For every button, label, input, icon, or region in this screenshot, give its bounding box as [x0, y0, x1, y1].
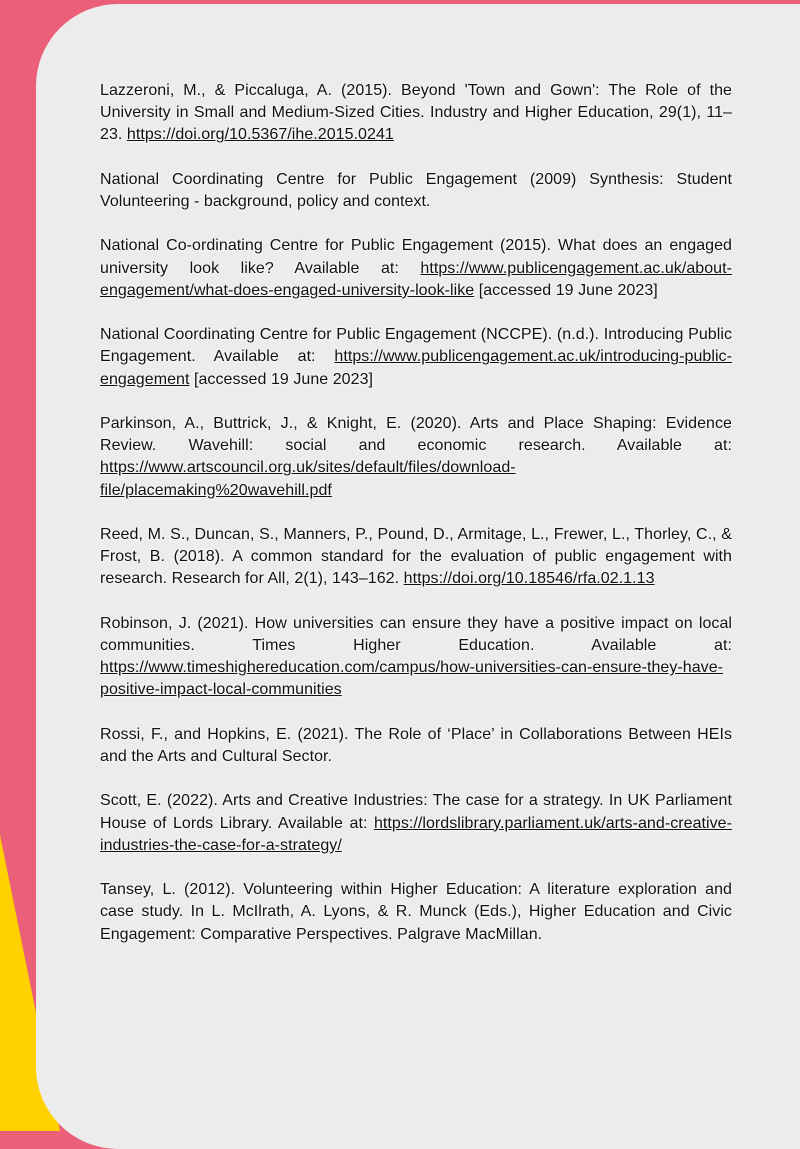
- reference-reed: [100, 524, 732, 591]
- reference-link[interactable]: https://lordslibrary.parliament.uk/arts-and-creative-industries-the-case-for-a-strategy/: [100, 814, 732, 854]
- reference-text: National Co-ordinating Centre for Public Engagement (2015). What does an engaged university look like? Available at:: [100, 237, 732, 277]
- reference-accessed: [accessed 19 June 2023]: [189, 370, 374, 388]
- reference-scott: [100, 790, 732, 857]
- reference-text: Reed, M. S., Duncan, S., Manners, P., Pound, D., Armitage, L., Frewer, L., Thorley, C., & Frost, B. (2018). A common standard for the evaluation of public engagement with research. Research for All, 2(1), 143–162.: [100, 525, 732, 588]
- reference-text: Lazzeroni, M., & Piccaluga, A. (2015). Beyond 'Town and Gown': The Role of the University in Small and Medium-Sized Cities. Industry and Higher Education, 29(1), 11–23.: [100, 82, 732, 144]
- reference-nccpe-2009: [100, 169, 732, 213]
- reference-tansey: [100, 879, 732, 946]
- reference-nccpe-2015: [100, 235, 732, 302]
- reference-text: Robinson, J. (2021). How universities can ensure they have a positive impact on local communities. Times Higher Education. Available at:: [100, 614, 732, 654]
- reference-lazzeroni: [100, 80, 732, 147]
- reference-rossi: [100, 724, 732, 768]
- reference-text: Tansey, L. (2012). Volunteering within Higher Education: A literature exploration and case study. In L. McIlrath, A. Lyons, & R. Munck (Eds.), Higher Education and Civic Engagement: Comparative Perspectives. Palgrave MacMillan.: [100, 881, 732, 943]
- reference-list: [100, 80, 732, 968]
- reference-link[interactable]: https://www.artscouncil.org.uk/sites/default/files/download-file/placemaking%20wavehill.pdf: [100, 459, 516, 499]
- reference-accessed: [accessed 19 June 2023]: [474, 281, 658, 299]
- reference-link[interactable]: https://doi.org/10.18546/rfa.02.1.13: [403, 570, 655, 588]
- reference-nccpe-nd: [100, 324, 732, 391]
- reference-link[interactable]: https://doi.org/10.5367/ihe.2015.0241: [126, 126, 394, 144]
- reference-text: Parkinson, A., Buttrick, J., & Knight, E. (2020). Arts and Place Shaping: Evidence Review. Wavehill: social and economic research. Available at:: [100, 414, 732, 455]
- reference-text: National Coordinating Centre for Public Engagement (2009) Synthesis: Student Volunteering - background, policy and context.: [100, 170, 732, 210]
- reference-robinson: [100, 613, 732, 702]
- reference-parkinson: [100, 413, 732, 502]
- reference-text: Scott, E. (2022). Arts and Creative Industries: The case for a strategy. In UK Parliament House of Lords Library. Available at:: [100, 792, 732, 832]
- reference-link[interactable]: https://www.publicengagement.ac.uk/about-engagement/what-does-engaged-university-look-like: [100, 259, 732, 299]
- reference-link[interactable]: https://www.timeshighereducation.com/campus/how-universities-can-ensure-they-have-positive-impact-local-communities: [100, 659, 724, 699]
- reference-text: National Coordinating Centre for Public Engagement (NCCPE). (n.d.). Introducing Public Engagement. Available at:: [100, 326, 732, 366]
- reference-link[interactable]: https://www.publicengagement.ac.uk/introducing-public-engagement: [100, 348, 732, 388]
- reference-text: Rossi, F., and Hopkins, E. (2021). The Role of ‘Place’ in Collaborations Between HEIs and the Arts and Cultural Sector.: [100, 725, 732, 765]
